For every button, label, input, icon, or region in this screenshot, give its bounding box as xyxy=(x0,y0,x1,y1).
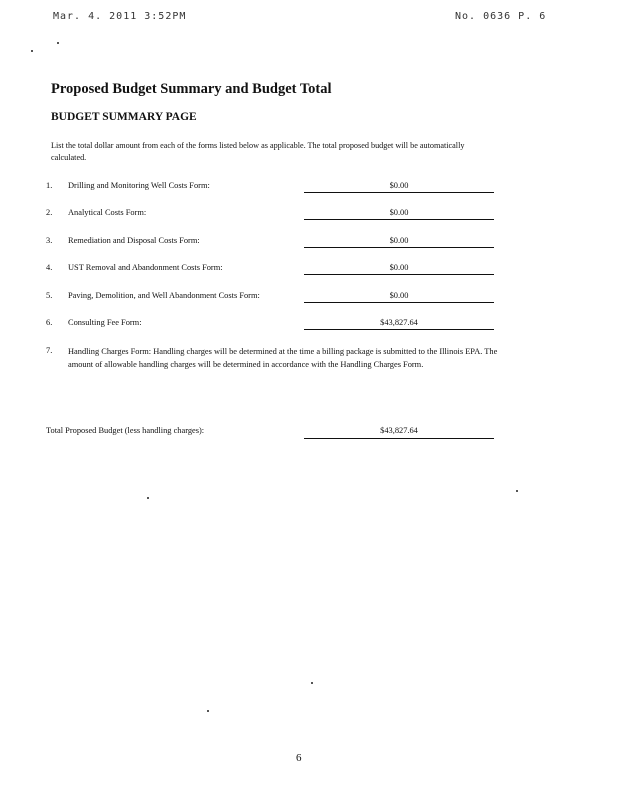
row-value: $0.00 xyxy=(389,236,409,245)
row-number: 3. xyxy=(46,236,53,245)
section-heading: BUDGET SUMMARY PAGE xyxy=(51,111,197,123)
total-value: $43,827.64 xyxy=(380,426,418,435)
row-number: 1. xyxy=(46,181,53,190)
scan-speck xyxy=(207,710,209,712)
row-label: UST Removal and Abandonment Costs Form: xyxy=(68,263,223,272)
fax-page-id: No. 0636 P. 6 xyxy=(455,11,547,22)
handling-charges-text: Handling Charges Form: Handling charges will be determined at the time a billing package is submitted to the Illinois EPA. The amount of allowable handling charges will be determined in accordance with the Handling Charges Form. xyxy=(68,347,498,369)
fax-datetime: Mar. 4. 2011 3:52PM xyxy=(53,11,187,22)
document-title: Proposed Budget Summary and Budget Total xyxy=(51,81,332,97)
row-underline xyxy=(304,274,494,275)
budget-row-remediation xyxy=(46,236,506,252)
page-number: 6 xyxy=(296,752,302,764)
scan-speck xyxy=(147,497,149,499)
row-number: 7. xyxy=(46,346,53,355)
row-value: $0.00 xyxy=(389,208,409,217)
row-number: 5. xyxy=(46,291,53,300)
row-value: $43,827.64 xyxy=(380,318,418,327)
row-underline xyxy=(304,329,494,330)
row-value: $0.00 xyxy=(389,291,409,300)
row-underline xyxy=(304,302,494,303)
row-underline xyxy=(304,192,494,193)
total-underline xyxy=(304,438,494,439)
row-underline xyxy=(304,247,494,248)
scan-speck xyxy=(31,50,33,52)
row-number: 4. xyxy=(46,263,53,272)
scan-speck xyxy=(311,682,313,684)
row-value: $0.00 xyxy=(389,263,409,272)
scan-speck xyxy=(57,42,59,44)
total-label: Total Proposed Budget (less handling charges): xyxy=(46,426,205,435)
row-label: Paving, Demolition, and Well Abandonment Costs Form: xyxy=(68,291,260,300)
budget-row-handling xyxy=(46,346,506,396)
budget-row-ust-removal xyxy=(46,263,506,279)
row-underline xyxy=(304,219,494,220)
budget-row-consulting xyxy=(46,318,506,334)
total-budget-row xyxy=(46,426,506,442)
budget-row-drilling xyxy=(46,181,506,197)
row-number: 2. xyxy=(46,208,53,217)
budget-row-paving xyxy=(46,291,506,307)
row-label: Consulting Fee Form: xyxy=(68,318,142,327)
row-number: 6. xyxy=(46,318,53,327)
fax-header xyxy=(0,11,619,27)
row-value: $0.00 xyxy=(389,181,409,190)
instructions-text: List the total dollar amount from each of the forms listed below as applicable. The total proposed budget will be automatically calculated. xyxy=(51,141,465,162)
row-label: Drilling and Monitoring Well Costs Form: xyxy=(68,181,210,190)
row-label: Remediation and Disposal Costs Form: xyxy=(68,236,200,245)
row-label: Analytical Costs Form: xyxy=(68,208,147,217)
scan-speck xyxy=(516,490,518,492)
budget-row-analytical xyxy=(46,208,506,224)
